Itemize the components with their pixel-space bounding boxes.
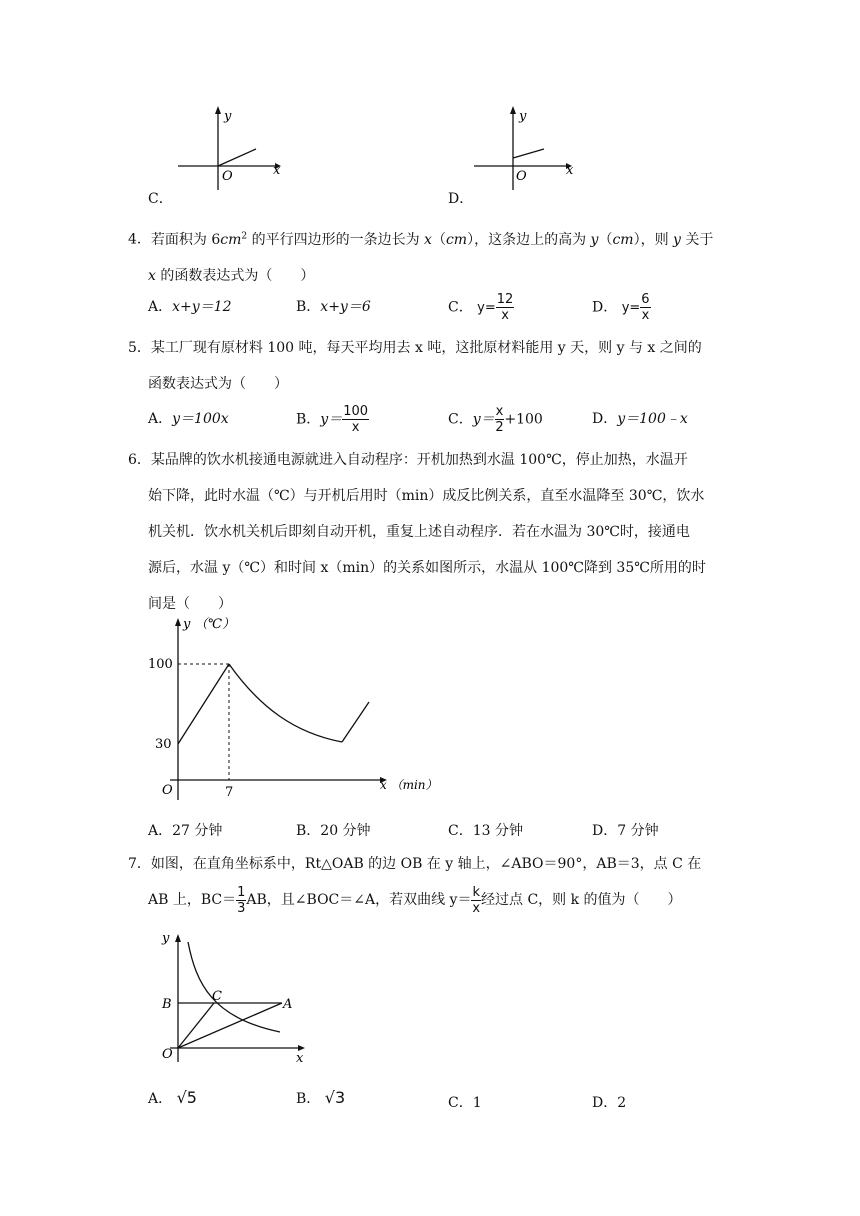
q6-option-d[interactable]: D．7 分钟 [592,823,659,839]
q7-option-d[interactable]: D．2 [592,1095,627,1111]
option-d-label: D． [448,191,474,207]
q6-line2: 始下降，此时水温（℃）与开机后用时（min）成反比例关系，直至水温降至 30℃，饮水 [148,488,705,504]
q5-number: 5． [128,340,151,356]
q7-graph-o: O [162,1047,173,1062]
q4-line2-rest: 的函数表达式为（ ） [155,267,315,284]
q6-graph-origin: O [162,783,173,798]
graph-d-y-label: y [519,109,527,124]
q4-text: 若面积为 $6cm^2$ 的平行四边形的一条边长为 x（cm），这条边上的高为 y（cm），则 y 关于 [150,231,714,248]
q6-graph-tick-7: 7 [225,785,234,800]
graph-d-x-label: x [566,163,574,178]
q6-line4: 源后，水温 y（℃）和时间 x（min）的关系如图所示，水温从 100℃降到 35℃所用的时 [148,560,706,576]
q6-option-a[interactable]: A．27 分钟 [148,823,223,839]
q7-graph-y: y [162,931,170,946]
option-c-label: C． [148,191,173,207]
q7-graph-x: x [296,1051,304,1066]
q6-graph-x-label: x （min） [380,778,438,792]
question-7 [128,846,748,918]
q5-options [148,404,708,434]
q7-options [148,1088,708,1118]
q7-graph [140,928,320,1068]
q6-option-c[interactable]: C．13 分钟 [448,823,523,839]
q6-number: 6． [128,452,151,468]
graph-option-d [440,100,600,210]
q6-option-b[interactable]: B．20 分钟 [296,823,371,839]
q6-graph [140,608,440,808]
question-6 [128,442,748,622]
graph-c-y-label: y [224,109,232,124]
q7-option-b[interactable]: B． √3 [296,1088,346,1107]
q4-line2-x: x [148,267,156,284]
q5-option-d[interactable]: D．y＝100﹣x [592,411,688,427]
q6-graph-tick-100: 100 [148,657,173,672]
question-4 [128,218,748,294]
graph-c-x-label: x [273,163,281,178]
q4-options [148,292,708,322]
q4-number: 4． [128,231,151,248]
q4-option-c[interactable]: C． y= $\frac{12}{x}$ [448,292,514,323]
q7-number: 7． [128,856,151,872]
q7-graph-c: C [212,989,222,1004]
question-5 [128,330,748,402]
q5-line1: 某工厂现有原材料 100 吨，每天平均用去 x 吨，这批原材料能用 y 天，则 y 与 x 之间的 [150,340,702,356]
q7-line2: AB 上，BC＝ $\frac{1}{3}$ AB，且∠BOC＝∠A，若双曲线 y＝ $\frac{k}{x}$ 经过点 C，则 k 的值为（ ） [148,884,682,916]
q7-graph-b: B [162,997,172,1012]
q5-option-c[interactable]: C．y＝ $\frac{x}{2}$ +100 [448,404,543,435]
q6-line5: 间是（ ） [148,596,232,612]
q7-graph-a: A [283,997,293,1012]
q5-option-b[interactable]: B．y＝ $\frac{100}{x}$ [296,404,369,435]
q5-option-a[interactable]: A．y＝100x [148,411,229,427]
q6-line3: 机关机．饮水机关机后即刻自动开机，重复上述自动程序．若在水温为 30℃时，接通电 [148,524,690,540]
q5-line2: 函数表达式为（ ） [148,376,288,392]
q7-option-c[interactable]: C．1 [448,1095,482,1111]
q6-line1: 某品牌的饮水机接通电源就进入自动程序：开机加热到水温 100℃，停止加热，水温开 [150,452,688,468]
q4-option-b[interactable]: B．x+y＝6 [296,299,371,315]
q4-option-d[interactable]: D． y= $\frac{6}{x}$ [592,292,650,323]
q7-line1: 如图，在直角坐标系中，Rt△OAB 的边 OB 在 y 轴上，∠ABO＝90°，AB＝3，点 C 在 [150,856,702,872]
q6-graph-tick-30: 30 [155,737,172,752]
graph-c-origin: O [222,169,233,184]
q6-graph-y-label: y （℃） [183,617,236,632]
graph-d-origin: O [516,169,527,184]
graph-d-figure [440,100,600,190]
graph-c-figure [140,100,300,190]
q4-option-a[interactable]: A．x+y＝12 [148,299,232,315]
q7-option-a[interactable]: A． √5 [148,1088,197,1107]
graph-option-c [140,100,300,210]
